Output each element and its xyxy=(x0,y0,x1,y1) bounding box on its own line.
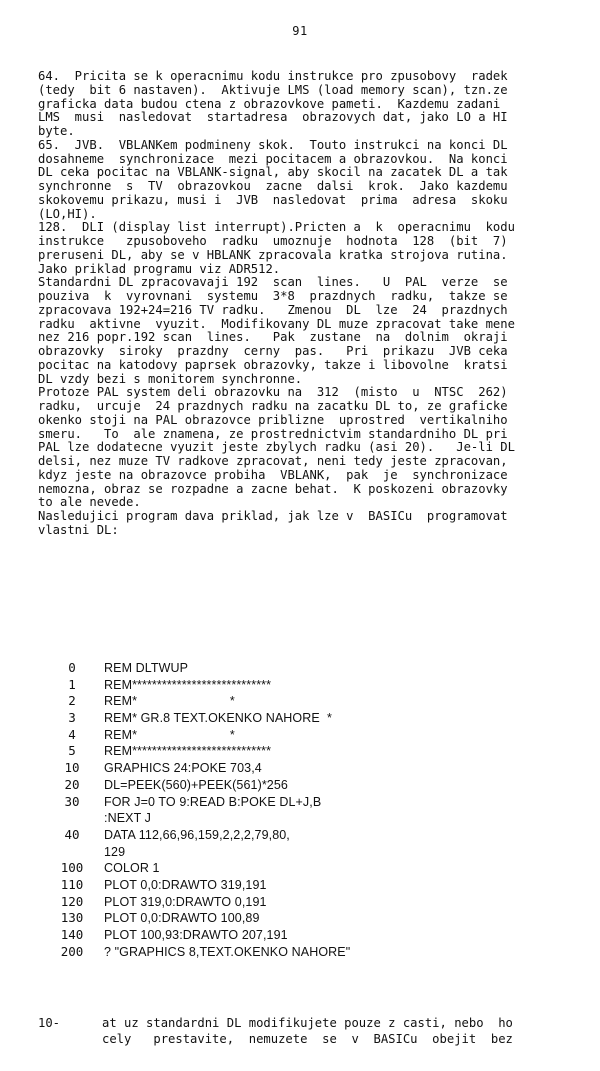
line-number: 100 xyxy=(60,860,84,876)
text-line: 128. DLI (display list interrupt).Pricten a k operacnimu kodu xyxy=(38,220,515,235)
text-line: DL ceka pocitac na VBLANK-signal, aby skocil na zacatek DL a tak xyxy=(38,165,508,180)
text-line: okenko stoji na PAL obrazovce priblizne uprostred vertikalniho xyxy=(38,412,508,427)
listing-row xyxy=(40,660,560,677)
code-statement: :NEXT J xyxy=(104,811,152,826)
listing-row xyxy=(40,827,560,844)
line-number: 5 xyxy=(68,743,76,759)
code-statement: REM**************************** xyxy=(104,744,272,759)
listing-row xyxy=(40,794,560,811)
listing-row xyxy=(40,844,560,861)
footer-text: cely prestavite, nemuzete se v BASICu obejit bez xyxy=(102,1032,513,1046)
line-number: 4 xyxy=(68,726,76,742)
code-statement: ? "GRAPHICS 8,TEXT.OKENKO NAHORE" xyxy=(104,944,351,959)
code-statement: DATA 112,66,96,159,2,2,2,79,80, xyxy=(104,827,290,842)
line-number: 1 xyxy=(68,676,76,692)
text-line: pocitac na katodovy paprsek obrazovky, takze i libovolne kratsi xyxy=(38,357,508,372)
footer-line xyxy=(38,1031,568,1047)
line-number: 10 xyxy=(64,760,80,776)
footer-line xyxy=(38,1015,568,1031)
text-line: pouziva k vyrovnani systemu 3*8 prazdnych radku, takze se xyxy=(38,289,508,303)
text-line: radku aktivne vyuzit. Modifikovany DL muze zpracovat take mene xyxy=(38,316,515,331)
code-statement: REM* * xyxy=(104,694,235,709)
listing-row xyxy=(40,693,560,710)
text-line: PAL lze dodatecne vyuzit jeste zbylych radku (asi 20). Je-li DL xyxy=(38,440,515,455)
listing-row xyxy=(40,910,560,927)
text-line: 65. JVB. VBLANKem podmineny skok. Touto instrukci na konci DL xyxy=(38,137,508,152)
code-statement: PLOT 0,0:DRAWTO 100,89 xyxy=(104,911,260,926)
text-line: Jako priklad programu viz ADR512. xyxy=(38,261,281,276)
text-line: delsi, nez muze TV radkove zpracovat, neni tedy jeste zpracovan, xyxy=(38,454,508,468)
listing-row xyxy=(40,760,560,777)
footer-text: at uz standardni DL modifikujete pouze z casti, nebo ho xyxy=(102,1016,513,1030)
text-line: skokovemu prikazu, musi i JVB nasledovat prima adresa skoku xyxy=(38,192,508,207)
text-line: byte. xyxy=(38,124,75,138)
text-line: synchronne s TV obrazovkou zacne dalsi krok. Jako kazdemu xyxy=(38,179,508,193)
text-line: LMS musi nasledovat startadresa obrazovych dat, jako LO a HI xyxy=(38,110,508,125)
code-statement: DL=PEEK(560)+PEEK(561)*256 xyxy=(104,777,288,792)
line-number: 200 xyxy=(60,943,84,959)
listing-row xyxy=(40,743,560,760)
text-line: preruseni DL, aby se v HBLANK zpracovala kratka strojova rutina. xyxy=(38,247,508,262)
listing-row xyxy=(40,944,560,961)
text-line: obrazovky siroky prazdny cerny pas. Pri prikazu JVB ceka xyxy=(38,344,508,358)
listing-row xyxy=(40,810,560,827)
line-number: 30 xyxy=(64,793,80,809)
listing-row xyxy=(40,677,560,694)
code-statement: COLOR 1 xyxy=(104,861,160,876)
text-line: dosahneme synchronizace mezi pocitacem a obrazovkou. Na konci xyxy=(38,151,508,166)
text-line: smeru. To ale znamena, ze prostrednictvim standardniho DL pri xyxy=(38,426,508,441)
code-statement: 129 xyxy=(104,844,126,859)
code-statement: REM**************************** xyxy=(104,677,272,692)
code-statement: PLOT 319,0:DRAWTO 0,191 xyxy=(104,894,267,909)
listing-row xyxy=(40,727,560,744)
text-line: vlastni DL: xyxy=(38,522,119,537)
text-line: Protoze PAL system deli obrazovku na 312 (misto u NTSC 262) xyxy=(38,385,508,400)
listing-row xyxy=(40,710,560,727)
line-number xyxy=(40,810,104,827)
body-text xyxy=(38,70,568,538)
page-number: 91 xyxy=(292,24,308,38)
text-line: (tedy bit 6 nastaven). Aktivuje LMS (load memory scan), tzn.ze xyxy=(38,82,508,97)
text-line: DL vzdy bezi s monitorem synchronne. xyxy=(38,371,303,386)
text-line: zpracovava 192+24=216 TV radku. Zmenou DL lze 24 prazdnych xyxy=(38,302,508,317)
text-line: nez 216 popr.192 scan lines. Pak zustane na dolnim okraji xyxy=(38,330,508,345)
text-line: radku, urcuje 24 prazdnych radku na zacatku DL to, ze graficke xyxy=(38,399,508,413)
text-line: (LO,HI). xyxy=(38,206,97,221)
footer-marker: 10- xyxy=(38,1016,61,1030)
code-statement: REM* * xyxy=(104,727,235,742)
text-line: graficka data budou ctena z obrazovkove pameti. Kazdemu zadani xyxy=(38,96,501,111)
line-number: 140 xyxy=(60,927,84,942)
code-statement: FOR J=0 TO 9:READ B:POKE DL+J,B xyxy=(104,794,322,809)
text-line: instrukce zpusoboveho radku umoznuje hodnota 128 (bit 7) xyxy=(38,234,508,248)
code-statement: REM* GR.8 TEXT.OKENKO NAHORE * xyxy=(104,711,332,726)
line-number: 40 xyxy=(64,826,80,842)
listing-row xyxy=(40,877,560,894)
line-number: 130 xyxy=(60,910,84,926)
text-line: kdyz jeste na obrazovce probiha VBLANK, pak je synchronizace xyxy=(38,467,508,482)
line-number: 120 xyxy=(60,893,84,909)
line-number: 2 xyxy=(68,693,76,709)
code-statement: PLOT 100,93:DRAWTO 207,191 xyxy=(104,928,288,942)
line-number: 20 xyxy=(64,776,80,792)
text-line: to ale nevede. xyxy=(38,495,141,510)
line-number: 110 xyxy=(60,876,84,892)
text-line: 64. Pricita se k operacnimu kodu instrukce pro zpusobovy radek xyxy=(38,69,508,83)
listing-row xyxy=(40,894,560,911)
line-number: 3 xyxy=(68,710,76,726)
code-statement: GRAPHICS 24:POKE 703,4 xyxy=(104,761,262,776)
text-line: Standardni DL zpracovavaji 192 scan lines. U PAL verze se xyxy=(38,275,508,290)
footer-paragraph xyxy=(38,1015,568,1047)
text-line: nemozna, obraz se rozpadne a zacne behat. K poskozeni obrazovky xyxy=(38,481,508,496)
text-line: Nasledujici program dava priklad, jak lze v BASICu programovat xyxy=(38,509,508,523)
code-statement: REM DLTWUP xyxy=(104,661,189,675)
code-statement: PLOT 0,0:DRAWTO 319,191 xyxy=(104,877,267,892)
line-number: 0 xyxy=(68,660,76,675)
listing-row xyxy=(40,860,560,877)
listing-row xyxy=(40,777,560,794)
line-number xyxy=(40,844,104,861)
basic-listing xyxy=(40,660,560,960)
listing-row xyxy=(40,927,560,944)
